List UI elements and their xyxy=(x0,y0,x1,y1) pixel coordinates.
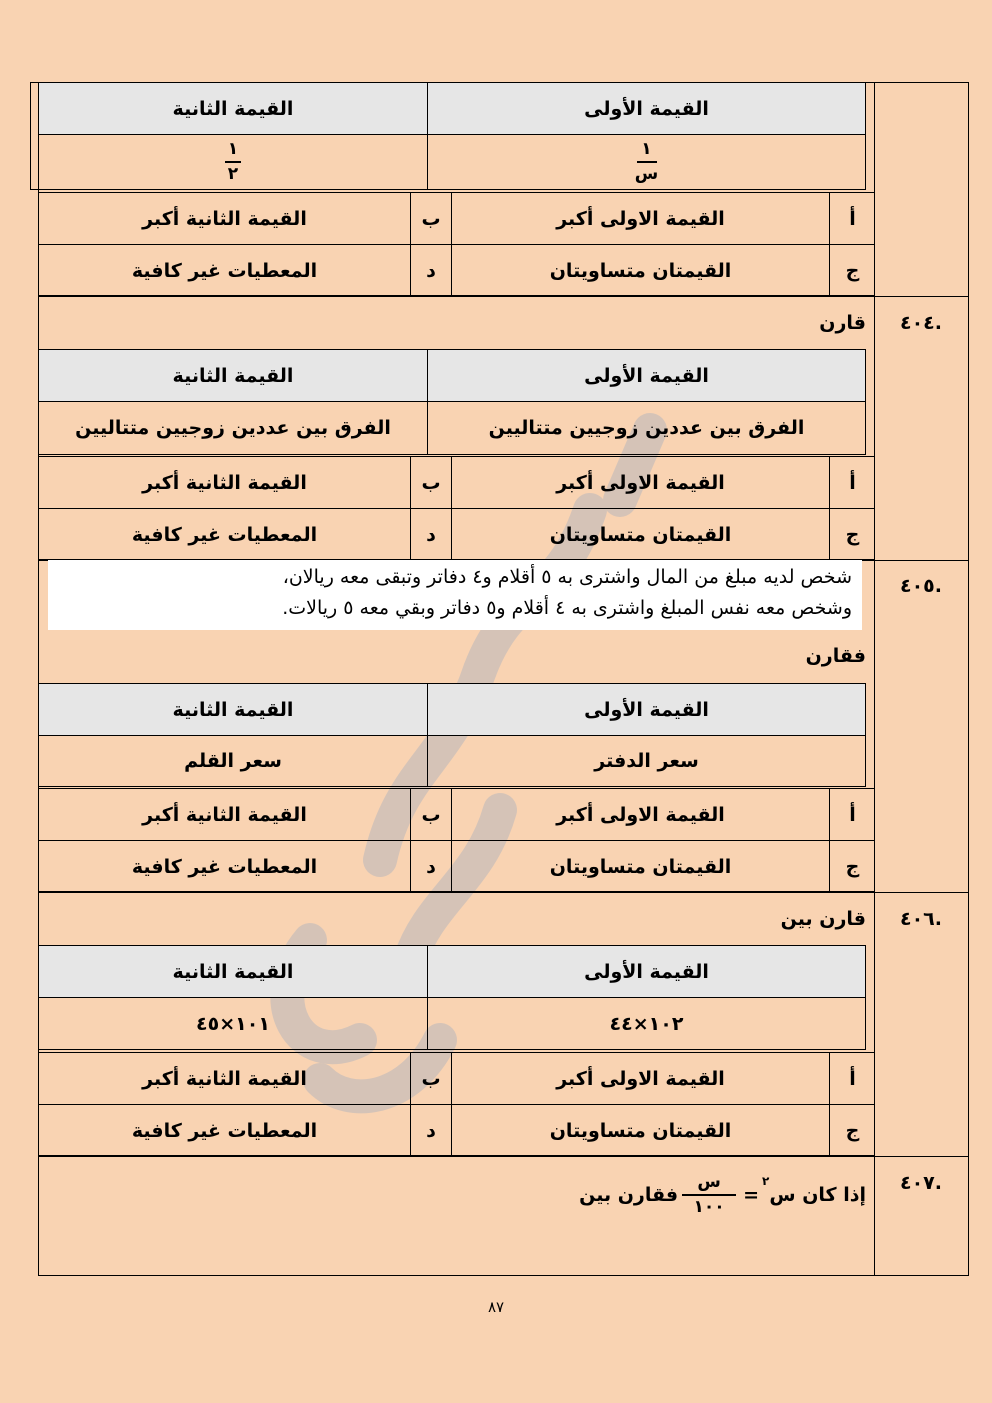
q404-option-b-letter: ب xyxy=(411,457,452,509)
q407-suffix: فقارن بين xyxy=(579,1184,679,1206)
q403-option-c[interactable]: القيمتان متساويتان xyxy=(452,245,830,297)
q403-option-a-letter: أ xyxy=(830,193,875,245)
q404-prompt: قارن xyxy=(819,312,866,334)
q407-fraction: $\frac{\text{س}}{١٠٠}$ xyxy=(682,1174,736,1216)
q405-option-d-letter: د xyxy=(411,841,452,893)
q403-option-b[interactable]: القيمة الثانية أكبر xyxy=(39,193,411,245)
q405-option-a-letter: أ xyxy=(830,789,875,841)
q405-text-box xyxy=(48,560,862,630)
fraction-one-half: $\frac{١}{٢}$ xyxy=(225,141,241,183)
q403-option-a[interactable]: القيمة الاولى أكبر xyxy=(452,193,830,245)
q404-option-c-letter: ج xyxy=(845,524,860,546)
q406-option-b-letter: ب xyxy=(411,1053,452,1105)
q404-value-two: الفرق بين عددين زوجيين متتاليين xyxy=(38,401,428,455)
q404-option-a-letter: أ xyxy=(830,457,875,509)
q406-option-b[interactable]: القيمة الثانية أكبر xyxy=(39,1053,411,1105)
q403-value-one-header: القيمة الأولى xyxy=(427,82,866,135)
q405-text-line2: وشخص معه نفس المبلغ واشترى به ٤ أقلام و٥ دفاتر وبقي معه ٥ ريالات. xyxy=(282,597,852,619)
q406-value-two-header: القيمة الثانية xyxy=(38,945,428,998)
q405-option-b-letter: ب xyxy=(411,789,452,841)
q405-value-one: سعر الدفتر xyxy=(427,735,866,787)
q406-option-a-letter: أ xyxy=(830,1053,875,1105)
q407-number: .٤٠٧ xyxy=(899,1172,942,1194)
q404-options xyxy=(38,456,875,560)
q407-prefix: إذا كان س xyxy=(769,1184,866,1206)
q405-option-b[interactable]: القيمة الثانية أكبر xyxy=(39,789,411,841)
q407-statement xyxy=(480,1160,866,1230)
q405-prompt: فقارن xyxy=(805,645,866,667)
q407-exponent: ٢ xyxy=(762,1174,770,1188)
q404-value-one: الفرق بين عددين زوجيين متتاليين xyxy=(427,401,866,455)
q406-option-a[interactable]: القيمة الاولى أكبر xyxy=(452,1053,830,1105)
frame-bottom xyxy=(38,1275,969,1276)
q405-value-two-header: القيمة الثانية xyxy=(38,683,428,736)
q404-option-d[interactable]: المعطيات غير كافية xyxy=(39,509,411,561)
q405-text-line1: شخص لديه مبلغ من المال واشترى به ٥ أقلام و٤ دفاتر وتبقى معه ريالان، xyxy=(282,566,852,588)
q406-options xyxy=(38,1052,875,1156)
q403-value-two-cell xyxy=(38,134,428,190)
q404-value-two-header: القيمة الثانية xyxy=(38,349,428,402)
q406-number: .٤٠٦ xyxy=(899,908,942,930)
q405-option-d[interactable]: المعطيات غير كافية xyxy=(39,841,411,893)
q403-option-d-letter: د xyxy=(411,245,452,297)
q404-option-a[interactable]: القيمة الاولى أكبر xyxy=(452,457,830,509)
q404-option-b[interactable]: القيمة الثانية أكبر xyxy=(39,457,411,509)
q403-value-two-header: القيمة الثانية xyxy=(38,82,428,135)
q406-option-d-letter: د xyxy=(411,1105,452,1157)
q405-value-two: سعر القلم xyxy=(38,735,428,787)
q407-equals: = xyxy=(743,1184,760,1206)
q403-option-b-letter: ب xyxy=(411,193,452,245)
q406-option-c-letter: ج xyxy=(845,1120,860,1142)
q404-option-c[interactable]: القيمتان متساويتان xyxy=(452,509,830,561)
q403-options xyxy=(38,192,875,296)
q405-number: .٤٠٥ xyxy=(899,575,942,597)
fraction-one-over-s: $\frac{١}{\text{س}}$ xyxy=(634,139,659,184)
q406-prompt: قارن بين xyxy=(780,908,866,930)
q403-value-one-cell xyxy=(427,134,866,190)
q406-value-one-header: القيمة الأولى xyxy=(427,945,866,998)
q406-option-d[interactable]: المعطيات غير كافية xyxy=(39,1105,411,1157)
q404-number: .٤٠٤ xyxy=(899,312,942,334)
q405-option-c[interactable]: القيمتان متساويتان xyxy=(452,841,830,893)
q404-value-one-header: القيمة الأولى xyxy=(427,349,866,402)
page-number: ٨٧ xyxy=(487,1298,505,1316)
q406-value-two: ١٠١×٤٥ xyxy=(38,997,428,1050)
q405-value-one-header: القيمة الأولى xyxy=(427,683,866,736)
q405-option-c-letter: ج xyxy=(845,856,860,878)
q406-option-c[interactable]: القيمتان متساويتان xyxy=(452,1105,830,1157)
frame-right xyxy=(968,82,969,1276)
q405-options xyxy=(38,788,875,892)
q405-option-a[interactable]: القيمة الاولى أكبر xyxy=(452,789,830,841)
q403-option-c-letter: ج xyxy=(845,260,860,282)
q403-option-d[interactable]: المعطيات غير كافية xyxy=(39,245,411,297)
q406-value-one: ١٠٢×٤٤ xyxy=(427,997,866,1050)
q404-option-d-letter: د xyxy=(411,509,452,561)
